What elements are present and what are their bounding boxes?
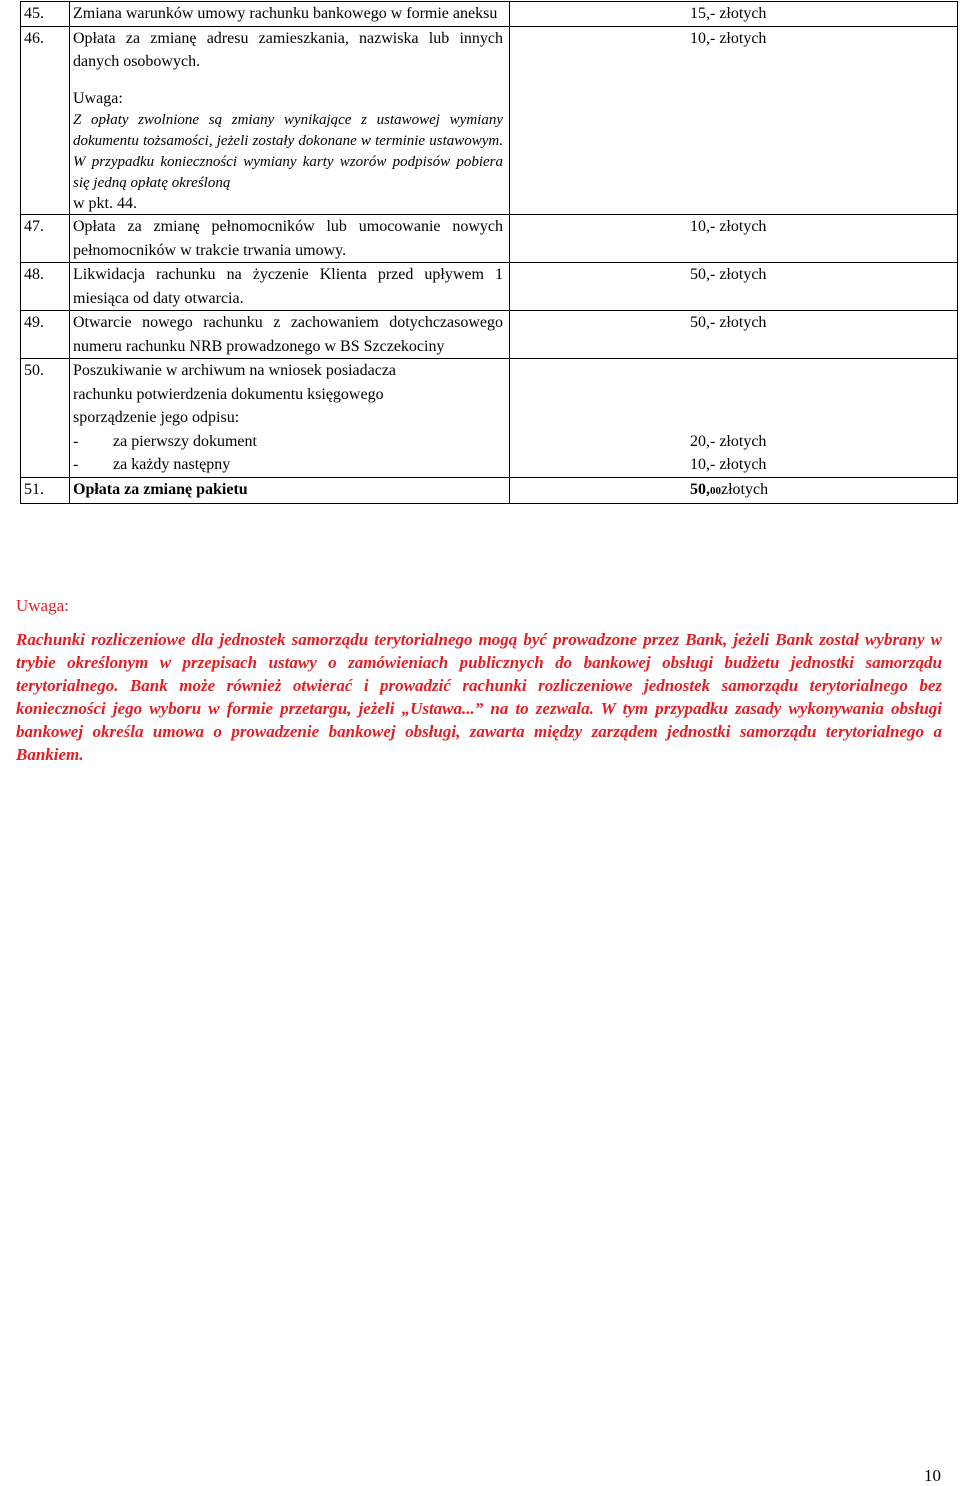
- row-price: [510, 359, 958, 478]
- row-description: Opłata za zmianę adresu zamieszkania, nazwiska lub innych danych osobowych.: [73, 29, 503, 70]
- price-value: 10,- złotych: [690, 29, 767, 47]
- price-decimals: 00: [710, 484, 721, 497]
- row-number: 46.: [21, 26, 70, 215]
- price-value: 15,- złotych: [690, 5, 767, 22]
- row-price: [510, 215, 958, 263]
- table-row: [21, 311, 958, 359]
- row-number: 50.: [21, 359, 70, 478]
- note-title: Uwaga:: [73, 89, 123, 107]
- row-description: Poszukiwanie w archiwum na wniosek posiadacza rachunku potwierdzenia dokumentu księgowego sporządzenie jego odpisu:: [73, 362, 397, 426]
- note-tail: w pkt. 44.: [73, 195, 137, 212]
- row-number: 48.: [21, 263, 70, 311]
- table-row: [21, 263, 958, 311]
- row-price: [510, 477, 958, 504]
- notice-body: Rachunki rozliczeniowe dla jednostek samorządu terytorialnego mogą być prowadzone przez Bank, jeżeli Bank został wybrany w trybie określonym w przepisach ustawy o zamówieniach publicznych do bankowej obsługi budżetu jednostki samorządu terytorialnego. Bank może również otwierać i prowadzić rachunki rozliczeniowe jednostek samorządu terytorialnego bez konieczności jego wyboru w formie przetargu, jeżeli „Ustawa...” na to zezwala. W tym przypadku zasady wykonywania obsługi bankowej określa umowa o prowadzenie bankowej obsługi, zawarta między zarządem jednostki samorządu terytorialnego a Bankiem.: [16, 630, 942, 764]
- row-number: 45.: [21, 2, 70, 27]
- table-row: [21, 26, 958, 215]
- page-number: 10: [924, 1466, 941, 1485]
- price-value: 10,- złotych: [690, 456, 767, 473]
- table-row: [21, 359, 958, 478]
- sub-item: [73, 430, 503, 454]
- table-row: [21, 477, 958, 504]
- price-unit: złotych: [721, 480, 769, 498]
- row-number: 49.: [21, 311, 70, 359]
- row-number: 51.: [21, 477, 70, 504]
- row-description-text: Opłata za zmianę pakietu: [73, 480, 248, 498]
- row-description: Zmiana warunków umowy rachunku bankowego w formie aneksu: [70, 2, 510, 27]
- price-main: 50,: [690, 480, 710, 498]
- sub-item-dash: -: [73, 456, 79, 473]
- row-number: 47.: [21, 215, 70, 263]
- note-text: Z opłaty zwolnione są zmiany wynikające z ustawowej wymiany dokumentu tożsamości, jeżeli zostały dokonane w terminie ustawowym. W przypadku konieczności wymiany karty wzorów podpisów pobiera się jedną opłatę określoną: [73, 112, 503, 191]
- row-price: [510, 2, 958, 27]
- price-value: 20,- złotych: [690, 432, 767, 450]
- row-description-block: [70, 359, 510, 478]
- sub-item-label: za pierwszy dokument: [113, 432, 257, 450]
- table-row: [21, 2, 958, 27]
- price-value: [690, 478, 957, 504]
- price-value: 10,- złotych: [690, 218, 767, 235]
- table-row: [21, 215, 958, 263]
- row-price: [510, 263, 958, 311]
- fee-table: [20, 1, 958, 504]
- notice-title: Uwaga:: [16, 596, 69, 615]
- sub-item: [73, 453, 503, 477]
- price-value: 50,- złotych: [690, 314, 767, 331]
- sub-item-dash: -: [73, 432, 79, 450]
- price-value: 50,- złotych: [690, 266, 767, 283]
- row-description: [70, 477, 510, 504]
- row-description: Opłata za zmianę pełnomocników lub umocowanie nowych pełnomocników w trakcie trwania umowy.: [70, 215, 510, 263]
- row-description-block: [70, 26, 510, 215]
- sub-item-label: za każdy następny: [113, 456, 231, 473]
- row-price: [510, 26, 958, 215]
- row-description: Otwarcie nowego rachunku z zachowaniem dotychczasowego numeru rachunku NRB prowadzonego w BS Szczekociny: [70, 311, 510, 359]
- row-price: [510, 311, 958, 359]
- row-description: Likwidacja rachunku na życzenie Klienta przed upływem 1 miesiąca od daty otwarcia.: [70, 263, 510, 311]
